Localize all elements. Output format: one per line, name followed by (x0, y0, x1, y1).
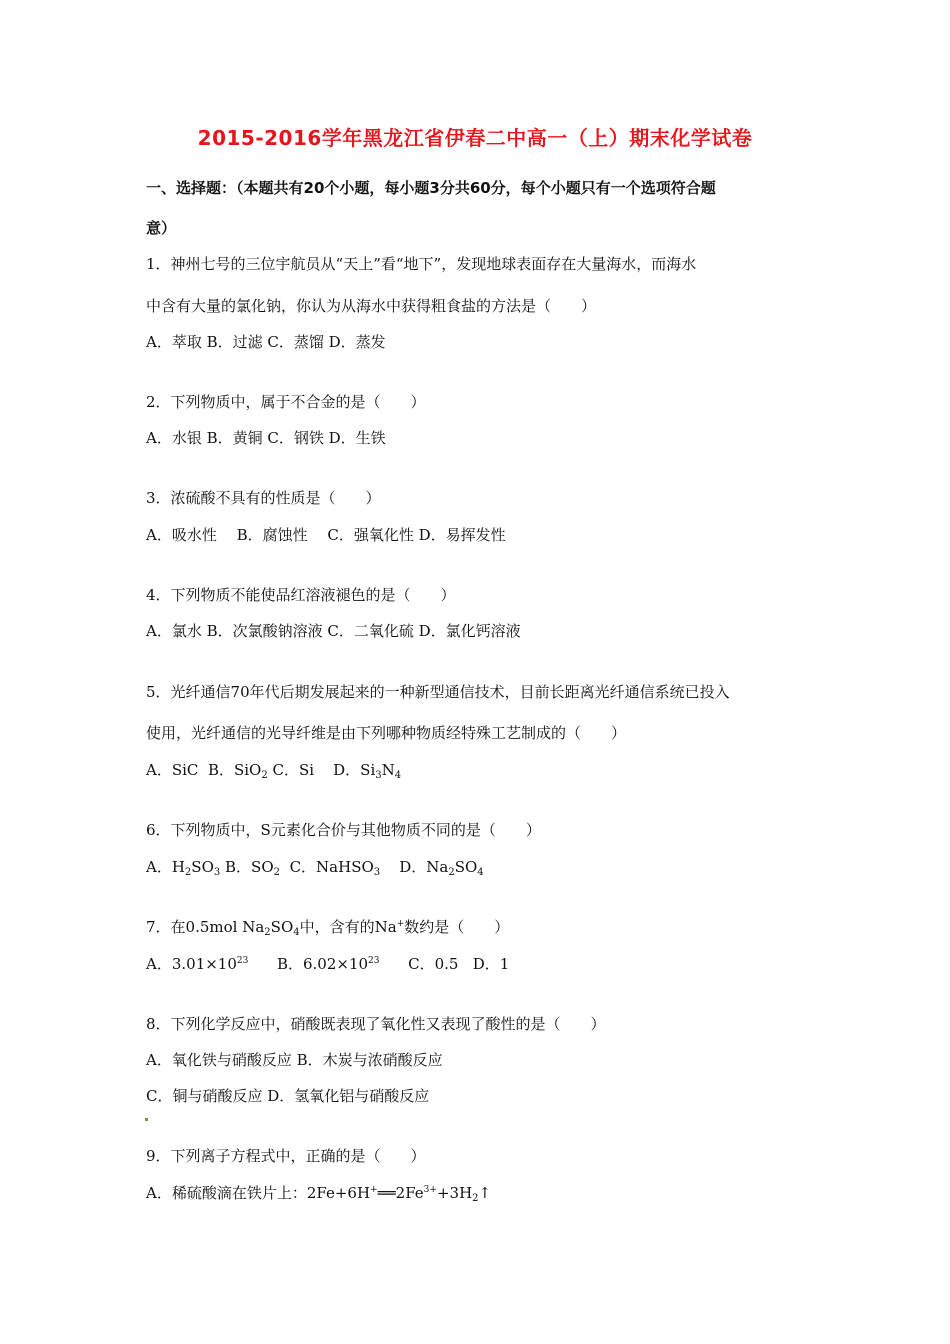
superscript: 23 (236, 956, 249, 966)
question-8-stem: 8．下列化学反应中，硝酸既表现了氧化性又表现了酸性的是（ ） (146, 1015, 606, 1033)
question-4-stem: 4．下列物质不能使品红溶液褪色的是（ ） (146, 586, 456, 604)
option-d: D．Si (333, 761, 376, 779)
formula-part: ══2Fe (377, 1184, 424, 1202)
subscript: 3 (213, 867, 221, 878)
option-a: A．H (146, 858, 185, 876)
question-6-stem: 6．下列物质中，S元素化合价与其他物质不同的是（ ） (146, 821, 541, 839)
exam-title: 2015-2016学年黑龙江省伊春二中高一（上）期末化学试卷 (197, 126, 753, 150)
question-9-stem: 9．下列离子方程式中，正确的是（ ） (146, 1147, 426, 1165)
subscript: 3 (373, 867, 381, 878)
stem-part: 数约是（ ） (404, 918, 510, 936)
stem-part: 7．在0.5mol Na (146, 918, 265, 936)
question-3-options: A．吸水性 B．腐蚀性 C．强氧化性 D．易挥发性 (146, 526, 506, 544)
question-7-options (146, 954, 509, 974)
question-1-stem-cont: 中含有大量的氯化钠，你认为从海水中获得粗食盐的方法是（ ） (146, 297, 597, 315)
subscript: 3 (375, 770, 382, 781)
question-4-options: A．氯水 B．次氯酸钠溶液 C．二氧化硫 D．氯化钙溶液 (146, 622, 521, 640)
question-8-options-2: C．铜与硝酸反应 D．氢氧化铝与硝酸反应 (146, 1087, 430, 1105)
question-6-options (146, 857, 484, 877)
option-d: D．1 (472, 955, 510, 973)
question-1-stem: 1．神州七号的三位宇航员从“天上”看“地下”，发现地球表面存在大量海水，而海水 (146, 255, 697, 273)
section-heading-cont: 意） (146, 219, 177, 237)
question-1-options: A．萃取 B．过滤 C．蒸馏 D．蒸发 (146, 333, 386, 351)
question-8-options-1: A．氧化铁与硝酸反应 B．木炭与浓硝酸反应 (146, 1051, 443, 1069)
option-b: B．SiO (207, 761, 262, 779)
question-3-stem: 3．浓硫酸不具有的性质是（ ） (146, 489, 381, 507)
superscript: 23 (368, 956, 380, 966)
stray-mark (145, 1118, 148, 1121)
question-7-stem (146, 917, 509, 937)
option-b: B．SO (225, 858, 274, 876)
subscript: 4 (477, 867, 484, 878)
option-c: C．NaHSO (289, 858, 374, 876)
question-2-stem: 2．下列物质中，属于不合金的是（ ） (146, 393, 426, 411)
superscript: + (370, 1185, 378, 1195)
subscript: 4 (293, 927, 300, 938)
subscript: 2 (448, 867, 455, 878)
question-2-options: A．水银 B．黄铜 C．钢铁 D．生铁 (146, 429, 386, 447)
option-b: B．6.02×10 (276, 955, 369, 973)
question-5-stem: 5．光纤通信70年代后期发展起来的一种新型通信技术，目前长距离光纤通信系统已投入 (146, 683, 730, 701)
superscript: 3+ (423, 1185, 437, 1195)
option-c: C．Si (272, 761, 315, 779)
subscript: 4 (394, 770, 402, 781)
section-heading: 一、选择题：（本题共有20个小题，每小题3分共60分，每个小题只有一个选项符合题 (146, 179, 716, 197)
superscript: + (396, 919, 405, 929)
subscript: 2 (184, 867, 192, 878)
question-5-stem-cont: 使用，光纤通信的光导纤维是由下列哪种物质经特殊工艺制成的（ ） (146, 724, 627, 742)
formula-part: SO (270, 918, 294, 936)
option-c: C．0.5 (408, 955, 459, 973)
option-a: A．3.01×10 (146, 955, 237, 973)
subscript: 2 (261, 770, 268, 781)
arrow-up-icon: ↑ (478, 1184, 492, 1202)
subscript: 2 (264, 927, 271, 938)
option-a: A．SiC (146, 761, 199, 779)
formula-part: SO (454, 858, 478, 876)
question-9-option-a (146, 1183, 491, 1203)
option-d: D．Na (399, 858, 449, 876)
subscript: 2 (273, 867, 281, 878)
question-5-options (146, 760, 401, 780)
formula-part: N (381, 761, 395, 779)
subscript: 2 (472, 1193, 479, 1204)
formula-part: +3H (436, 1184, 473, 1202)
formula-part: SO (191, 858, 214, 876)
stem-part: 中，含有的Na (299, 918, 397, 936)
option-a: A．稀硫酸滴在铁片上：2Fe+6H (146, 1184, 371, 1202)
